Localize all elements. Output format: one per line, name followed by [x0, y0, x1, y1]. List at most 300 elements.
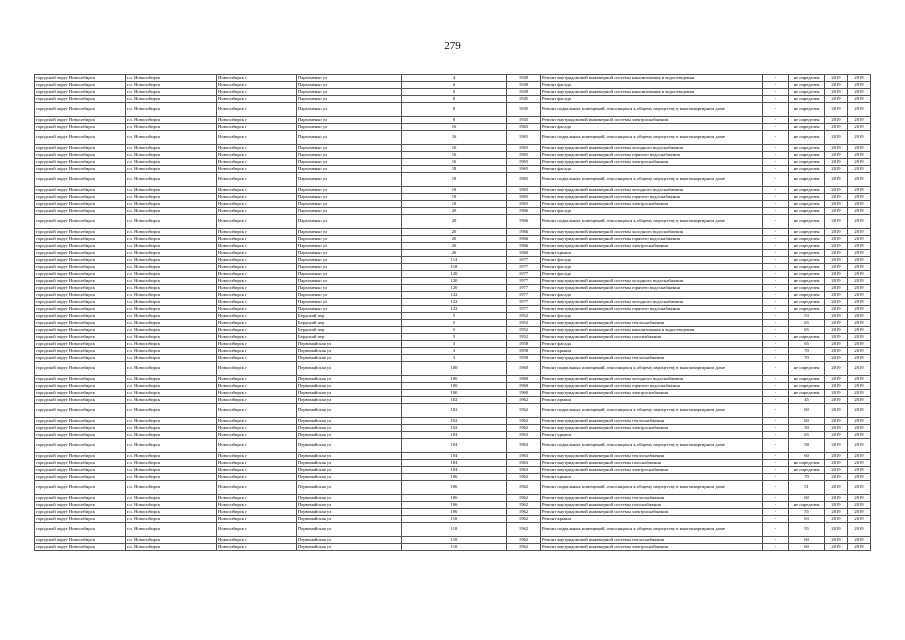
- house-number-cell: 20: [402, 229, 507, 236]
- street-cell: Первомайская ул: [297, 362, 402, 376]
- city-cell: Новосибирск г: [217, 292, 297, 299]
- start-year-cell: 2019: [825, 418, 848, 425]
- cost-cell: 65: [789, 341, 825, 348]
- house-number-cell: 20: [402, 236, 507, 243]
- municipality-cell: г.о. Новосибирск: [126, 145, 217, 152]
- municipality-cell: г.о. Новосибирск: [126, 474, 217, 481]
- cost-cell: не определен: [789, 250, 825, 257]
- table-row: [35, 278, 871, 285]
- street-cell: Пархоменко ул: [297, 257, 402, 264]
- municipal-district-cell: городской округ Новосибирск: [35, 502, 126, 509]
- street-cell: Первомайская ул: [297, 341, 402, 348]
- city-cell: Новосибирск г: [217, 432, 297, 439]
- dash-cell: -: [763, 201, 789, 208]
- end-year-cell: 2019: [848, 341, 871, 348]
- end-year-cell: 2019: [848, 96, 871, 103]
- municipality-cell: г.о. Новосибирск: [126, 215, 217, 229]
- build-year-cell: 1949: [507, 82, 541, 89]
- build-year-cell: 1952: [507, 313, 541, 320]
- table-row: [35, 243, 871, 250]
- build-year-cell: 1962: [507, 544, 541, 551]
- city-cell: Новосибирск г: [217, 495, 297, 502]
- table-row: [35, 404, 871, 418]
- dash-cell: -: [763, 187, 789, 194]
- start-year-cell: 2019: [825, 509, 848, 516]
- municipal-district-cell: городской округ Новосибирск: [35, 516, 126, 523]
- end-year-cell: 2019: [848, 537, 871, 544]
- table-row: [35, 362, 871, 376]
- dash-cell: -: [763, 173, 789, 187]
- dash-cell: -: [763, 376, 789, 383]
- cost-cell: 51: [789, 481, 825, 495]
- work-type-cell: Ремонт внутридомовой инженерной системы электроснабжения: [541, 509, 763, 516]
- start-year-cell: 2019: [825, 292, 848, 299]
- table-row: [35, 467, 871, 474]
- house-number-cell: 20: [402, 215, 507, 229]
- municipal-district-cell: городской округ Новосибирск: [35, 243, 126, 250]
- build-year-cell: 1945: [507, 103, 541, 117]
- build-year-cell: 1960: [507, 390, 541, 397]
- end-year-cell: 2019: [848, 425, 871, 432]
- end-year-cell: 2019: [848, 460, 871, 467]
- street-cell: Пархоменко ул: [297, 194, 402, 201]
- start-year-cell: 2019: [825, 439, 848, 453]
- municipality-cell: г.о. Новосибирск: [126, 467, 217, 474]
- end-year-cell: 2019: [848, 516, 871, 523]
- municipal-district-cell: городской округ Новосибирск: [35, 362, 126, 376]
- end-year-cell: 2019: [848, 474, 871, 481]
- cost-cell: 65: [789, 327, 825, 334]
- street-cell: Первомайская ул: [297, 383, 402, 390]
- end-year-cell: 2019: [848, 453, 871, 460]
- build-year-cell: 1965: [507, 124, 541, 131]
- dash-cell: -: [763, 544, 789, 551]
- house-number-cell: 100: [402, 362, 507, 376]
- build-year-cell: 1958: [507, 341, 541, 348]
- municipality-cell: г.о. Новосибирск: [126, 243, 217, 250]
- dash-cell: -: [763, 397, 789, 404]
- start-year-cell: 2019: [825, 159, 848, 166]
- city-cell: Новосибирск г: [217, 383, 297, 390]
- house-number-cell: 8: [402, 117, 507, 124]
- work-type-cell: Ремонт фасада: [541, 264, 763, 271]
- municipality-cell: г.о. Новосибирск: [126, 481, 217, 495]
- city-cell: Новосибирск г: [217, 418, 297, 425]
- cost-cell: 45: [789, 397, 825, 404]
- work-type-cell: Ремонт фасада: [541, 292, 763, 299]
- build-year-cell: 1949: [507, 89, 541, 96]
- cost-cell: не определен: [789, 257, 825, 264]
- city-cell: Новосибирск г: [217, 397, 297, 404]
- end-year-cell: 2019: [848, 495, 871, 502]
- city-cell: Новосибирск г: [217, 103, 297, 117]
- street-cell: Первомайская ул: [297, 425, 402, 432]
- dash-cell: -: [763, 404, 789, 418]
- street-cell: Пархоменко ул: [297, 299, 402, 306]
- table-row: [35, 201, 871, 208]
- start-year-cell: 2019: [825, 495, 848, 502]
- work-type-cell: Ремонт внутридомовой инженерной системы горячего водоснабжения: [541, 285, 763, 292]
- municipal-district-cell: городской округ Новосибирск: [35, 467, 126, 474]
- table-row: [35, 460, 871, 467]
- municipal-district-cell: городской округ Новосибирск: [35, 306, 126, 313]
- work-type-cell: Ремонт фасада: [541, 341, 763, 348]
- build-year-cell: 1965: [507, 194, 541, 201]
- municipal-district-cell: городской округ Новосибирск: [35, 418, 126, 425]
- house-number-cell: 122: [402, 306, 507, 313]
- municipality-cell: г.о. Новосибирск: [126, 544, 217, 551]
- start-year-cell: 2019: [825, 278, 848, 285]
- street-cell: Первомайская ул: [297, 516, 402, 523]
- dash-cell: -: [763, 509, 789, 516]
- house-number-cell: 106: [402, 495, 507, 502]
- city-cell: Новосибирск г: [217, 208, 297, 215]
- street-cell: Первомайская ул: [297, 376, 402, 383]
- start-year-cell: 2019: [825, 467, 848, 474]
- table-row: [35, 544, 871, 551]
- cost-cell: не определен: [789, 285, 825, 292]
- dash-cell: -: [763, 383, 789, 390]
- start-year-cell: 2019: [825, 390, 848, 397]
- house-number-cell: 18: [402, 194, 507, 201]
- dash-cell: -: [763, 327, 789, 334]
- table-row: [35, 341, 871, 348]
- cost-cell: не определен: [789, 383, 825, 390]
- build-year-cell: 1966: [507, 243, 541, 250]
- house-number-cell: 16: [402, 159, 507, 166]
- work-type-cell: Ремонт внутридомовой инженерной системы теплоснабжения: [541, 418, 763, 425]
- build-year-cell: 1963: [507, 467, 541, 474]
- city-cell: Новосибирск г: [217, 145, 297, 152]
- build-year-cell: 1962: [507, 425, 541, 432]
- cost-cell: не определен: [789, 201, 825, 208]
- municipal-district-cell: городской округ Новосибирск: [35, 124, 126, 131]
- municipality-cell: г.о. Новосибирск: [126, 376, 217, 383]
- dash-cell: -: [763, 96, 789, 103]
- cost-cell: 70: [789, 474, 825, 481]
- municipal-district-cell: городской округ Новосибирск: [35, 236, 126, 243]
- end-year-cell: 2019: [848, 166, 871, 173]
- municipality-cell: г.о. Новосибирск: [126, 152, 217, 159]
- street-cell: Первомайская ул: [297, 348, 402, 355]
- city-cell: Новосибирск г: [217, 299, 297, 306]
- build-year-cell: 1965: [507, 131, 541, 145]
- street-cell: Пархоменко ул: [297, 250, 402, 257]
- build-year-cell: 1977: [507, 306, 541, 313]
- house-number-cell: 6: [402, 82, 507, 89]
- house-number-cell: 120: [402, 278, 507, 285]
- start-year-cell: 2019: [825, 404, 848, 418]
- street-cell: Бердский пер: [297, 327, 402, 334]
- work-type-cell: Ремонт внутридомовой инженерной системы газоснабжения: [541, 502, 763, 509]
- house-number-cell: 104: [402, 467, 507, 474]
- table-row: [35, 313, 871, 320]
- end-year-cell: 2019: [848, 117, 871, 124]
- start-year-cell: 2019: [825, 313, 848, 320]
- end-year-cell: 2019: [848, 250, 871, 257]
- street-cell: Пархоменко ул: [297, 173, 402, 187]
- end-year-cell: 2019: [848, 264, 871, 271]
- start-year-cell: 2019: [825, 145, 848, 152]
- table-row: [35, 257, 871, 264]
- end-year-cell: 2019: [848, 215, 871, 229]
- cost-cell: не определен: [789, 390, 825, 397]
- start-year-cell: 2019: [825, 173, 848, 187]
- house-number-cell: 118: [402, 264, 507, 271]
- end-year-cell: 2019: [848, 523, 871, 537]
- end-year-cell: 2019: [848, 502, 871, 509]
- city-cell: Новосибирск г: [217, 390, 297, 397]
- end-year-cell: 2019: [848, 299, 871, 306]
- build-year-cell: 1965: [507, 166, 541, 173]
- house-number-cell: 20: [402, 243, 507, 250]
- table-row: [35, 117, 871, 124]
- end-year-cell: 2019: [848, 124, 871, 131]
- municipality-cell: г.о. Новосибирск: [126, 124, 217, 131]
- house-number-cell: 122: [402, 292, 507, 299]
- dash-cell: -: [763, 89, 789, 96]
- table-row: [35, 229, 871, 236]
- work-type-cell: Ремонт внутридомовой инженерной системы горячего водоснабжения: [541, 152, 763, 159]
- end-year-cell: 2019: [848, 145, 871, 152]
- start-year-cell: 2019: [825, 376, 848, 383]
- work-type-cell: Ремонт фасада: [541, 124, 763, 131]
- end-year-cell: 2019: [848, 383, 871, 390]
- work-type-cell: Ремонт внутридомовой инженерной системы канализования и водоотведения: [541, 89, 763, 96]
- end-year-cell: 2019: [848, 103, 871, 117]
- end-year-cell: 2019: [848, 397, 871, 404]
- house-number-cell: 20: [402, 208, 507, 215]
- build-year-cell: 1963: [507, 432, 541, 439]
- house-number-cell: 110: [402, 544, 507, 551]
- table-row: [35, 194, 871, 201]
- build-year-cell: 1962: [507, 495, 541, 502]
- cost-cell: не определен: [789, 292, 825, 299]
- city-cell: Новосибирск г: [217, 131, 297, 145]
- dash-cell: -: [763, 516, 789, 523]
- dash-cell: -: [763, 320, 789, 327]
- table-row: [35, 418, 871, 425]
- house-number-cell: 8: [402, 103, 507, 117]
- cost-cell: 60: [789, 418, 825, 425]
- city-cell: Новосибирск г: [217, 89, 297, 96]
- table-row: [35, 271, 871, 278]
- street-cell: Пархоменко ул: [297, 208, 402, 215]
- work-type-cell: Ремонт внутридомовой инженерной системы теплоснабжения: [541, 453, 763, 460]
- cost-cell: не определен: [789, 460, 825, 467]
- end-year-cell: 2019: [848, 418, 871, 425]
- end-year-cell: 2019: [848, 355, 871, 362]
- house-number-cell: 16: [402, 124, 507, 131]
- end-year-cell: 2019: [848, 334, 871, 341]
- house-number-cell: 4: [402, 75, 507, 82]
- city-cell: Новосибирск г: [217, 516, 297, 523]
- work-type-cell: Ремонт внутридомовой инженерной системы холодного водоснабжения: [541, 187, 763, 194]
- start-year-cell: 2019: [825, 215, 848, 229]
- build-year-cell: 1962: [507, 481, 541, 495]
- start-year-cell: 2019: [825, 271, 848, 278]
- street-cell: Первомайская ул: [297, 523, 402, 537]
- municipal-district-cell: городской округ Новосибирск: [35, 215, 126, 229]
- work-type-cell: Ремонт внутридомовой инженерной системы электроснабжения: [541, 390, 763, 397]
- municipal-district-cell: городской округ Новосибирск: [35, 250, 126, 257]
- cost-cell: не определен: [789, 376, 825, 383]
- house-number-cell: 16: [402, 145, 507, 152]
- street-cell: Пархоменко ул: [297, 264, 402, 271]
- cost-cell: 55: [789, 523, 825, 537]
- dash-cell: -: [763, 453, 789, 460]
- build-year-cell: 1977: [507, 285, 541, 292]
- municipality-cell: г.о. Новосибирск: [126, 194, 217, 201]
- work-type-cell: Ремонт внутридомовой инженерной системы холодного водоснабжения: [541, 145, 763, 152]
- municipal-district-cell: городской округ Новосибирск: [35, 341, 126, 348]
- house-number-cell: 106: [402, 502, 507, 509]
- city-cell: Новосибирск г: [217, 306, 297, 313]
- street-cell: Пархоменко ул: [297, 159, 402, 166]
- start-year-cell: 2019: [825, 89, 848, 96]
- end-year-cell: 2019: [848, 327, 871, 334]
- build-year-cell: 1960: [507, 362, 541, 376]
- house-number-cell: 120: [402, 271, 507, 278]
- municipality-cell: г.о. Новосибирск: [126, 299, 217, 306]
- street-cell: Пархоменко ул: [297, 145, 402, 152]
- municipality-cell: г.о. Новосибирск: [126, 103, 217, 117]
- cost-cell: 63: [789, 516, 825, 523]
- dash-cell: -: [763, 425, 789, 432]
- house-number-cell: 106: [402, 474, 507, 481]
- street-cell: Пархоменко ул: [297, 117, 402, 124]
- cost-cell: не определен: [789, 271, 825, 278]
- work-type-cell: Ремонт подвальных помещений, относящихся к общему имуществу в многоквартирном доме: [541, 404, 763, 418]
- municipality-cell: г.о. Новосибирск: [126, 236, 217, 243]
- municipal-district-cell: городской округ Новосибирск: [35, 145, 126, 152]
- street-cell: Первомайская ул: [297, 474, 402, 481]
- cost-cell: не определен: [789, 82, 825, 89]
- work-type-cell: Ремонт внутридомовой инженерной системы теплоснабжения: [541, 495, 763, 502]
- cost-cell: 55: [789, 509, 825, 516]
- table-row: [35, 299, 871, 306]
- cost-cell: не определен: [789, 89, 825, 96]
- street-cell: Первомайская ул: [297, 418, 402, 425]
- city-cell: Новосибирск г: [217, 166, 297, 173]
- city-cell: Новосибирск г: [217, 523, 297, 537]
- start-year-cell: 2019: [825, 229, 848, 236]
- street-cell: Первомайская ул: [297, 509, 402, 516]
- table-row: [35, 502, 871, 509]
- table-row: [35, 516, 871, 523]
- work-type-cell: Ремонт внутридомовой инженерной системы газоснабжения: [541, 460, 763, 467]
- street-cell: Бердский пер: [297, 320, 402, 327]
- city-cell: Новосибирск г: [217, 229, 297, 236]
- cost-cell: не определен: [789, 166, 825, 173]
- work-type-cell: Ремонт фасада: [541, 208, 763, 215]
- municipality-cell: г.о. Новосибирск: [126, 187, 217, 194]
- end-year-cell: 2019: [848, 208, 871, 215]
- dash-cell: -: [763, 194, 789, 201]
- build-year-cell: 1952: [507, 327, 541, 334]
- city-cell: Новосибирск г: [217, 467, 297, 474]
- work-type-cell: Ремонт внутридомовой инженерной системы теплоснабжения: [541, 355, 763, 362]
- start-year-cell: 2019: [825, 96, 848, 103]
- municipality-cell: г.о. Новосибирск: [126, 159, 217, 166]
- dash-cell: -: [763, 537, 789, 544]
- work-type-cell: Ремонт крыши: [541, 474, 763, 481]
- end-year-cell: 2019: [848, 243, 871, 250]
- house-number-cell: 3: [402, 355, 507, 362]
- table-row: [35, 75, 871, 82]
- table-row: [35, 124, 871, 131]
- dash-cell: -: [763, 362, 789, 376]
- municipality-cell: г.о. Новосибирск: [126, 425, 217, 432]
- cost-cell: 60: [789, 453, 825, 460]
- municipal-district-cell: городской округ Новосибирск: [35, 334, 126, 341]
- municipal-district-cell: городской округ Новосибирск: [35, 117, 126, 124]
- end-year-cell: 2019: [848, 236, 871, 243]
- city-cell: Новосибирск г: [217, 320, 297, 327]
- build-year-cell: 1965: [507, 201, 541, 208]
- dash-cell: -: [763, 299, 789, 306]
- start-year-cell: 2019: [825, 348, 848, 355]
- cost-cell: не определен: [789, 334, 825, 341]
- house-number-cell: 110: [402, 523, 507, 537]
- street-cell: Пархоменко ул: [297, 278, 402, 285]
- municipality-cell: г.о. Новосибирск: [126, 201, 217, 208]
- municipality-cell: г.о. Новосибирск: [126, 257, 217, 264]
- work-type-cell: Ремонт фасада: [541, 271, 763, 278]
- table-row: [35, 348, 871, 355]
- end-year-cell: 2019: [848, 362, 871, 376]
- start-year-cell: 2019: [825, 194, 848, 201]
- street-cell: Пархоменко ул: [297, 96, 402, 103]
- start-year-cell: 2019: [825, 243, 848, 250]
- start-year-cell: 2019: [825, 299, 848, 306]
- house-number-cell: 100: [402, 390, 507, 397]
- dash-cell: -: [763, 418, 789, 425]
- build-year-cell: 1962: [507, 397, 541, 404]
- city-cell: Новосибирск г: [217, 271, 297, 278]
- city-cell: Новосибирск г: [217, 313, 297, 320]
- end-year-cell: 2019: [848, 257, 871, 264]
- house-number-cell: 3: [402, 348, 507, 355]
- end-year-cell: 2019: [848, 173, 871, 187]
- build-year-cell: 1963: [507, 453, 541, 460]
- start-year-cell: 2019: [825, 320, 848, 327]
- house-number-cell: 5: [402, 334, 507, 341]
- table-row: [35, 376, 871, 383]
- work-type-cell: Ремонт внутридомовой инженерной системы канализования и водоотведения: [541, 75, 763, 82]
- work-type-cell: Ремонт внутридомовой инженерной системы горячего водоснабжения: [541, 306, 763, 313]
- work-type-cell: Ремонт внутридомовой инженерной системы холодного водоснабжения: [541, 299, 763, 306]
- build-year-cell: 1965: [507, 187, 541, 194]
- start-year-cell: 2019: [825, 236, 848, 243]
- municipality-cell: г.о. Новосибирск: [126, 516, 217, 523]
- work-type-cell: Ремонт подвальных помещений, относящихся к общему имуществу в многоквартирном доме: [541, 439, 763, 453]
- street-cell: Первомайская ул: [297, 390, 402, 397]
- street-cell: Первомайская ул: [297, 432, 402, 439]
- city-cell: Новосибирск г: [217, 404, 297, 418]
- municipal-district-cell: городской округ Новосибирск: [35, 229, 126, 236]
- municipality-cell: г.о. Новосибирск: [126, 320, 217, 327]
- city-cell: Новосибирск г: [217, 376, 297, 383]
- street-cell: Пархоменко ул: [297, 236, 402, 243]
- municipality-cell: г.о. Новосибирск: [126, 390, 217, 397]
- street-cell: Бердский пер: [297, 334, 402, 341]
- start-year-cell: 2019: [825, 327, 848, 334]
- cost-cell: не определен: [789, 243, 825, 250]
- capital-repair-table: [34, 74, 871, 551]
- municipal-district-cell: городской округ Новосибирск: [35, 537, 126, 544]
- end-year-cell: 2019: [848, 348, 871, 355]
